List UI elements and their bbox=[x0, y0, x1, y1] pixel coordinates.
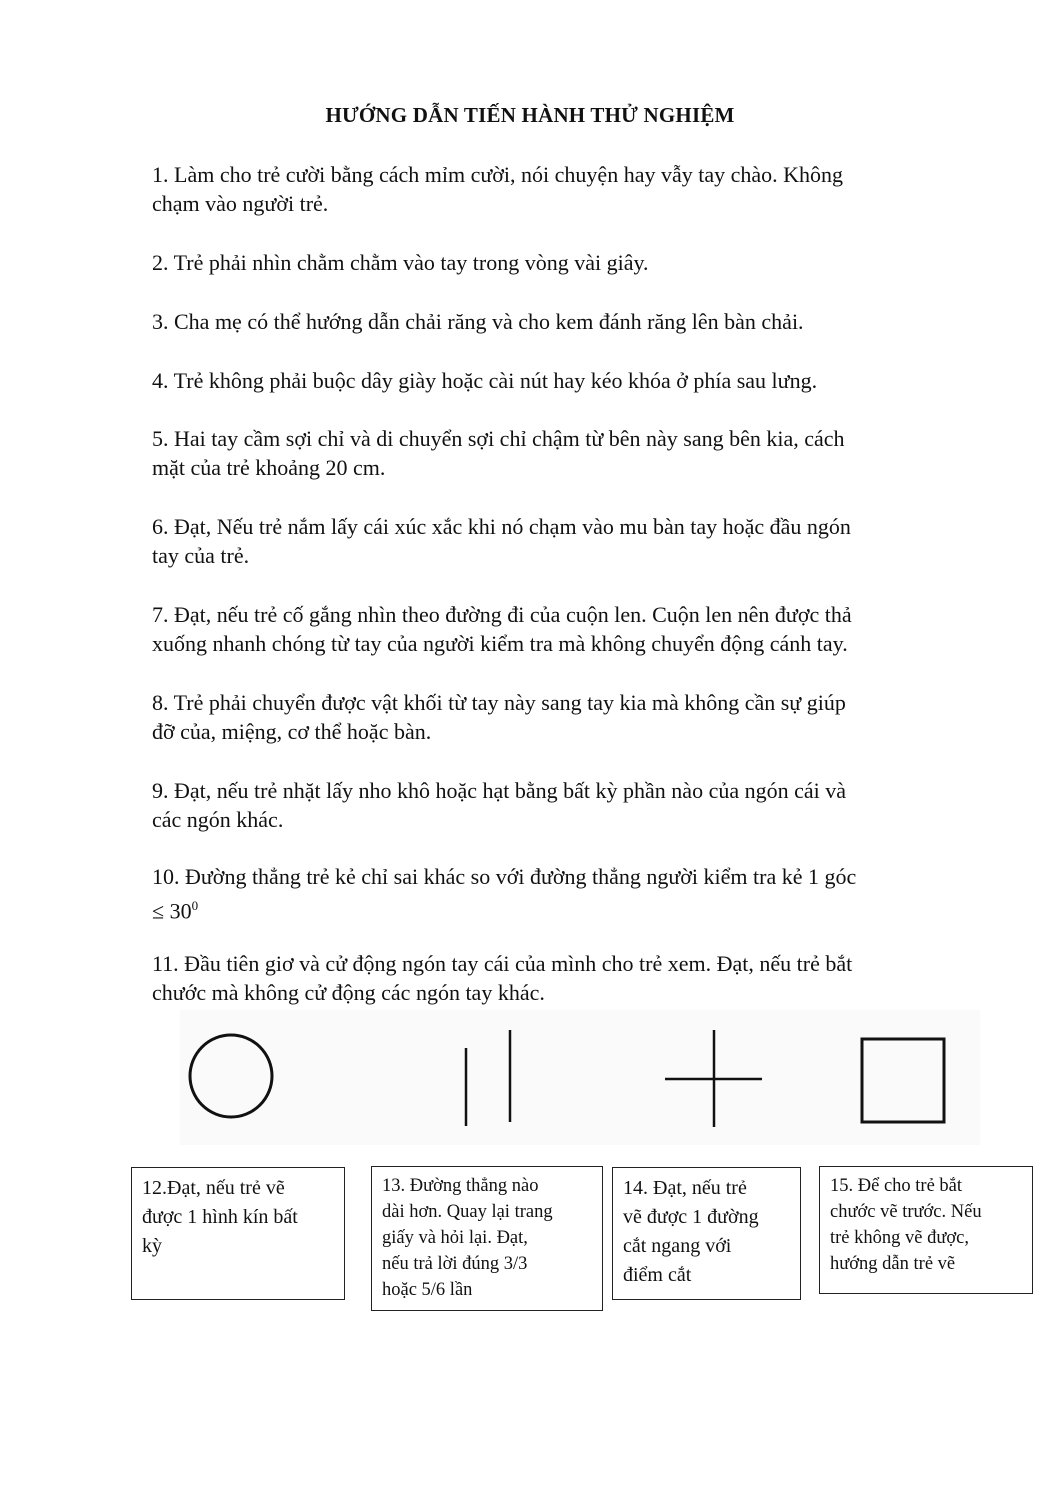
instruction-line: 7. Đạt, nếu trẻ cố gắng nhìn theo đường đi của cuộn len. Cuộn len nên được thả bbox=[152, 602, 852, 627]
instruction-line: tay của trẻ. bbox=[152, 543, 250, 568]
caption-box-12 bbox=[131, 1167, 345, 1300]
caption-line: hướng dẫn trẻ vẽ bbox=[830, 1254, 956, 1274]
instruction-line: 6. Đạt, Nếu trẻ nắm lấy cái xúc xắc khi nó chạm vào mu bàn tay hoặc đầu ngón bbox=[152, 514, 851, 539]
instruction-line: 2. Trẻ phải nhìn chằm chằm vào tay trong vòng vài giây. bbox=[152, 250, 649, 275]
instruction-1 bbox=[152, 160, 972, 218]
caption-box-14 bbox=[612, 1167, 801, 1300]
instruction-line: đỡ của, miệng, cơ thể hoặc bàn. bbox=[152, 719, 432, 744]
instruction-line: chạm vào người trẻ. bbox=[152, 191, 329, 216]
instruction-line: 9. Đạt, nếu trẻ nhặt lấy nho khô hoặc hạt bằng bất kỳ phần nào của ngón cái và bbox=[152, 778, 846, 803]
caption-line: dài hơn. Quay lại trang bbox=[382, 1202, 553, 1222]
caption-line: 15. Để cho trẻ bắt bbox=[830, 1176, 963, 1196]
instruction-line: 1. Làm cho trẻ cười bằng cách mỉm cười, nói chuyện hay vẫy tay chào. Không bbox=[152, 162, 844, 187]
caption-line: kỳ bbox=[142, 1235, 162, 1257]
instruction-line: 5. Hai tay cầm sợi chỉ và di chuyển sợi chỉ chậm từ bên này sang bên kia, cách bbox=[152, 426, 845, 451]
caption-line: cắt ngang với bbox=[623, 1235, 732, 1257]
caption-line: chước vẽ trước. Nếu bbox=[830, 1202, 982, 1222]
caption-line: được 1 hình kín bất bbox=[142, 1206, 298, 1228]
instruction-line: 3. Cha mẹ có thể hướng dẫn chải răng và cho kem đánh răng lên bàn chải. bbox=[152, 309, 804, 334]
instruction-line: các ngón khác. bbox=[152, 807, 284, 832]
instruction-line: chước mà không cử động các ngón tay khác. bbox=[152, 980, 545, 1005]
caption-line: 12.Đạt, nếu trẻ vẽ bbox=[142, 1177, 285, 1199]
instruction-line: xuống nhanh chóng từ tay của người kiểm tra mà không chuyển động cánh tay. bbox=[152, 631, 848, 656]
instruction-9 bbox=[152, 776, 972, 834]
degree-superscript: 0 bbox=[191, 898, 199, 913]
page-title: HƯỚNG DẪN TIẾN HÀNH THỬ NGHIỆM bbox=[325, 103, 735, 127]
instruction-line: mặt của trẻ khoảng 20 cm. bbox=[152, 455, 386, 480]
figure-strip bbox=[180, 1010, 980, 1145]
instruction-4 bbox=[152, 366, 972, 395]
instruction-6 bbox=[152, 512, 972, 570]
instruction-3 bbox=[152, 307, 972, 336]
instruction-line: 10. Đường thẳng trẻ kẻ chỉ sai khác so với đường thẳng người kiểm tra kẻ 1 góc bbox=[152, 864, 857, 889]
instruction-5 bbox=[152, 424, 972, 482]
caption-box-13 bbox=[371, 1166, 603, 1311]
instruction-line: 8. Trẻ phải chuyển được vật khối từ tay này sang tay kia mà không cần sự giúp bbox=[152, 690, 846, 715]
caption-box-15 bbox=[819, 1166, 1033, 1294]
caption-line: hoặc 5/6 lần bbox=[382, 1280, 473, 1300]
instruction-11 bbox=[152, 949, 972, 1007]
instruction-7 bbox=[152, 600, 972, 658]
caption-line: giấy và hỏi lại. Đạt, bbox=[382, 1228, 528, 1248]
caption-line: vẽ được 1 đường bbox=[623, 1206, 759, 1228]
instruction-line: 4. Trẻ không phải buộc dây giày hoặc cài nút hay kéo khóa ở phía sau lưng. bbox=[152, 368, 818, 393]
instruction-8 bbox=[152, 688, 972, 746]
caption-line: trẻ không vẽ được, bbox=[830, 1228, 969, 1248]
instruction-2 bbox=[152, 248, 972, 277]
caption-line: điểm cắt bbox=[623, 1264, 692, 1286]
angle-value: ≤ 30 bbox=[152, 898, 192, 924]
instruction-10 bbox=[152, 862, 972, 925]
instruction-angle-line bbox=[152, 891, 972, 925]
caption-line: nếu trả lời đúng 3/3 bbox=[382, 1254, 528, 1274]
caption-line: 14. Đạt, nếu trẻ bbox=[623, 1177, 747, 1199]
caption-line: 13. Đường thẳng nào bbox=[382, 1176, 539, 1196]
instruction-line: 11. Đầu tiên giơ và cử động ngón tay cái của mình cho trẻ xem. Đạt, nếu trẻ bắt bbox=[152, 951, 853, 976]
